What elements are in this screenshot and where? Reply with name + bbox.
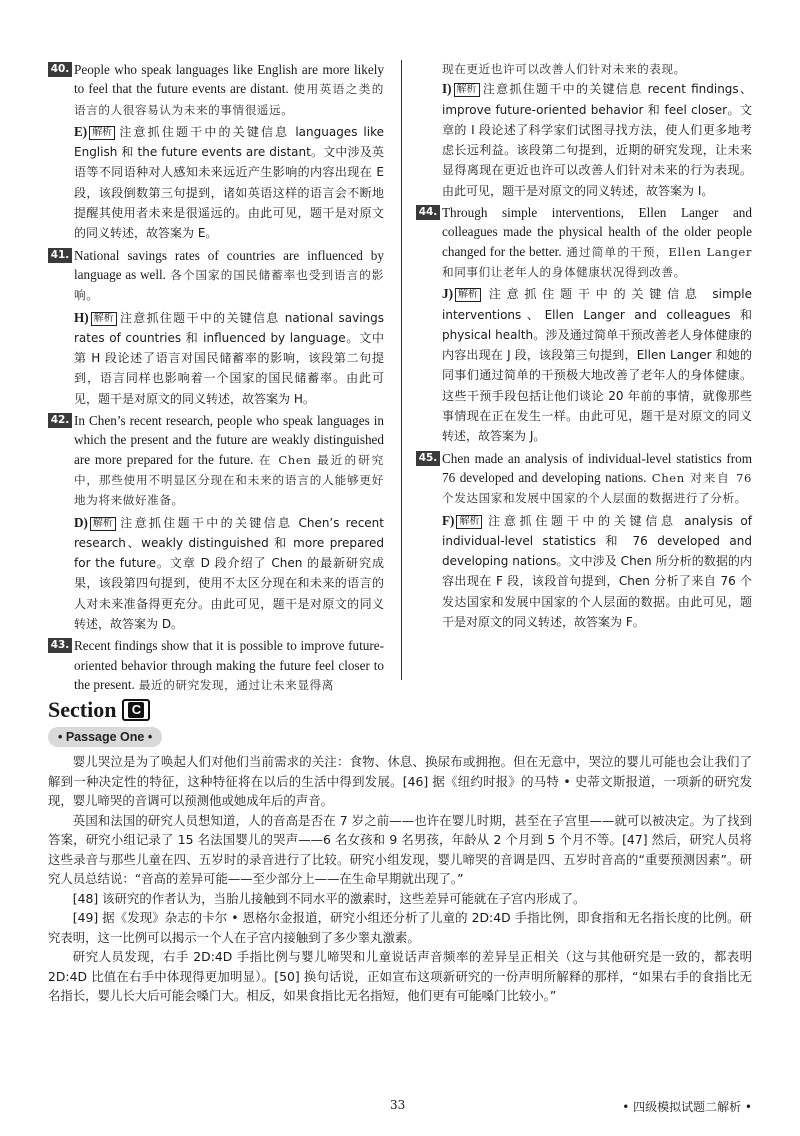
question-44 — [416, 203, 752, 282]
answer-44 — [416, 284, 752, 446]
answer-letter: H) — [74, 309, 89, 325]
question-43-translation-continued: 现在更近也许可以改善人们针对未来的表现。 — [442, 62, 686, 76]
analysis-tag: 解析 — [454, 83, 480, 97]
analysis-tag: 解析 — [456, 515, 482, 529]
footer-label: • 四级模拟试题二解析 • — [622, 1100, 752, 1114]
column-divider — [401, 60, 402, 680]
question-number-badge: 41. — [48, 248, 72, 263]
section-c-icon — [122, 699, 150, 721]
analysis-tag: 解析 — [90, 517, 116, 531]
question-number-badge: 45. — [416, 451, 440, 466]
answer-columns — [48, 60, 752, 692]
question-number-badge: 43. — [48, 638, 72, 653]
question-text: Recent findings show that it is possible to improve future-oriented behavior through making the future feel closer to the present. — [74, 638, 384, 692]
passage-paragraph: [49] 据《发现》杂志的卡尔 • 恩格尔金报道，研究小组还分析了儿童的 2D:4D 手指比例，即食指和无名指长度的比例。研究表明，这一比例可以揭示一个人在子宫内接触到了多少睾丸激素。 — [48, 910, 752, 945]
right-column — [416, 60, 752, 634]
answer-43 — [416, 79, 752, 201]
page-footer — [0, 1098, 800, 1118]
analysis-tag: 解析 — [455, 288, 481, 302]
question-number-badge: 42. — [48, 413, 72, 428]
answer-letter: D) — [74, 514, 88, 530]
passage-paragraph: 研究人员发现，右手 2D:4D 手指比例与婴儿啼哭和儿童说话声音频率的差异呈正相关（这与其他研究是一致的，都表明 2D:4D 比值在右手中体现得更加明显）。[50] 换句话说，正如宣布这项新研究的一份声明所解释的那样，“如果右手的食指比无名指长，婴儿长大后可能会嗓门大。相反，如果食指比无名指短，他们更有可能嗓门比较小。” — [48, 949, 752, 1003]
passage-text — [48, 752, 752, 1006]
question-number-badge: 44. — [416, 205, 440, 220]
section-heading — [48, 695, 150, 725]
answer-45 — [416, 511, 752, 633]
question-translation: Chen 对来自 76 个发达国家和发展中国家的个人层面的数据进行了分析。 — [442, 470, 752, 506]
question-text: Through simple interventions, Ellen Langer and colleagues made the physical health of the older people changed for the better. — [442, 205, 752, 259]
passage-paragraph: 英国和法国的研究人员想知道，人的音高是否在 7 岁之前——也许在婴儿时期，甚至在子宫里——就可以被决定。为了找到答案，研究小组记录了 15 名法国婴儿的哭声——6 名女孩和 9 名男孩，年龄从 2 个月到 5 个月不等。[47] 然后，研究人员将这些录音与那些儿童在四、五岁时的录音进行了比较。研究小组发现，婴儿啼哭的音调是四、五岁时音高的“重要预测因素”。研究人员总结说：“音高的差异可能——至少部分上——在生命早期就出现了。” — [48, 812, 752, 886]
page-number: 33 — [390, 1098, 406, 1112]
answer-letter: I) — [442, 81, 452, 97]
analysis-text: 注意抓住题干中的关键信息 analysis of individual-level statistics 和 76 developed and developing nations。文中涉及 Chen 所分析的数据的内容出现在 F 段，该段首句提到，Chen 分析了来自 76 个发达国家和发展中国家的个人层面的数据。由此可见，题干是对原文的同义转述，故答案为 F。 — [442, 513, 752, 630]
passage-label: • Passage One • — [48, 727, 162, 747]
question-43 — [48, 636, 384, 695]
answer-letter: J) — [442, 286, 453, 302]
question-number-badge: 40. — [48, 62, 72, 77]
analysis-text: 注意抓住题干中的关键信息 languages like English 和 the future events are distant。文中涉及英语等不同语种对人感知未来远近产生影响的内容出现在 E 段，该段倒数第三句提到，诸如英语这样的语言会不断地提醒其使用者未来是很遥远的。由此可见，题干是对原文的同义转述，故答案为 E。 — [74, 124, 384, 241]
answer-41 — [48, 308, 384, 409]
answer-letter: F) — [442, 512, 455, 528]
answer-40 — [48, 122, 384, 244]
question-translation: 在 Chen 最近的研究中，那些使用不明显区分现在和未来的语言的人能够更好地为将来做好准备。 — [74, 452, 384, 508]
question-translation: 通过简单的干预，Ellen Langer 和同事们让老年人的身体健康状况得到改善。 — [442, 244, 752, 279]
answer-letter: E) — [74, 123, 88, 139]
question-42 — [48, 411, 384, 510]
analysis-text: 注意抓住题干中的关键信息 simple interventions、Ellen Langer and colleagues 和 physical health。涉及通过简单干预改善老人身体健康的内容出现在 J 段，该段第三句提到，Ellen Langer 和她的同事们通过简单的干预极大地改善了老年人的身体健康。这些干预手段包括让他们谈论 20 年前的事情，就像那些事情现在正在发生一样。由此可见，题干是对原文的同义转述，故答案为 J。 — [442, 287, 752, 444]
question-41 — [48, 246, 384, 306]
left-column — [48, 60, 384, 697]
question-text: Chen made an analysis of individual-level statistics from 76 developed and developing nations. — [442, 450, 752, 485]
question-translation: 使用英语之类的语言的人很容易认为未来的事情很遥远。 — [74, 82, 384, 117]
analysis-text: 注意抓住题干中的关键信息 national savings rates of countries 和 influenced by language。文中第 H 段论述了语言对国民储蓄率的影响，该段第二句提到，语言同样也影响着一个国家的国民储蓄率。由此可见，题干是对原文的同义转述，故答案为 H。 — [74, 310, 384, 406]
passage-paragraph: 婴儿哭泣是为了唤起人们对他们当前需求的关注：食物、休息、换尿布或拥抱。但在无意中，哭泣的婴儿可能也会让我们了解到一种决定性的特征，这种特征将在以后的生活中得到发展。[46] 据《纽约时报》的马特 • 史蒂文斯报道，一项新的研究发现，婴儿啼哭的音调可以预测他或她成年后的声音。 — [48, 754, 752, 808]
analysis-tag: 解析 — [91, 312, 117, 326]
question-text: National savings rates of countries are influenced by language as well. — [74, 247, 384, 282]
question-45 — [416, 449, 752, 509]
section-title: Section — [48, 697, 117, 722]
analysis-tag: 解析 — [89, 126, 115, 140]
question-text: In Chen’s recent research, people who speak languages in which the present and the future are weakly distinguished are more prepared for the future. — [74, 413, 384, 467]
question-translation: 各个国家的国民储蓄率也受到语言的影响。 — [74, 267, 384, 303]
passage-paragraph: [48] 该研究的作者认为，当胎儿接触到不同水平的激素时，这些差异可能就在子宫内形成了。 — [72, 890, 586, 906]
section-icon-letter: C — [128, 702, 144, 718]
question-40 — [48, 60, 384, 120]
question-text: People who speak languages like English are more likely to feel that the future events are distant. — [74, 62, 384, 97]
question-translation: 最近的研究发现，通过让未来显得离 — [138, 677, 334, 692]
analysis-text: 注意抓住题干中的关键信息 recent findings、improve future-oriented behavior 和 feel closer。文章的 I 段论述了科学家们试图寻找方法，使人们更多地考虑长远利益。该段第二句提到，近期的研究发现，让未来显得离现在更近也许可以改善人们针对未来的行为表现。由此可见，题干是对原文的同义转述，故答案为 I。 — [442, 82, 752, 198]
analysis-text: 注意抓住题干中的关键信息 Chen’s recent research、weakly distinguished 和 more prepared for the future。文章 D 段介绍了 Chen 的最新研究成果，该段第四句提到，使用不太区分现在和未来的语言的人对未来准备得更充分。由此可见，题干是对原文的同义转述，故答案为 D。 — [74, 515, 384, 632]
answer-42 — [48, 513, 384, 635]
